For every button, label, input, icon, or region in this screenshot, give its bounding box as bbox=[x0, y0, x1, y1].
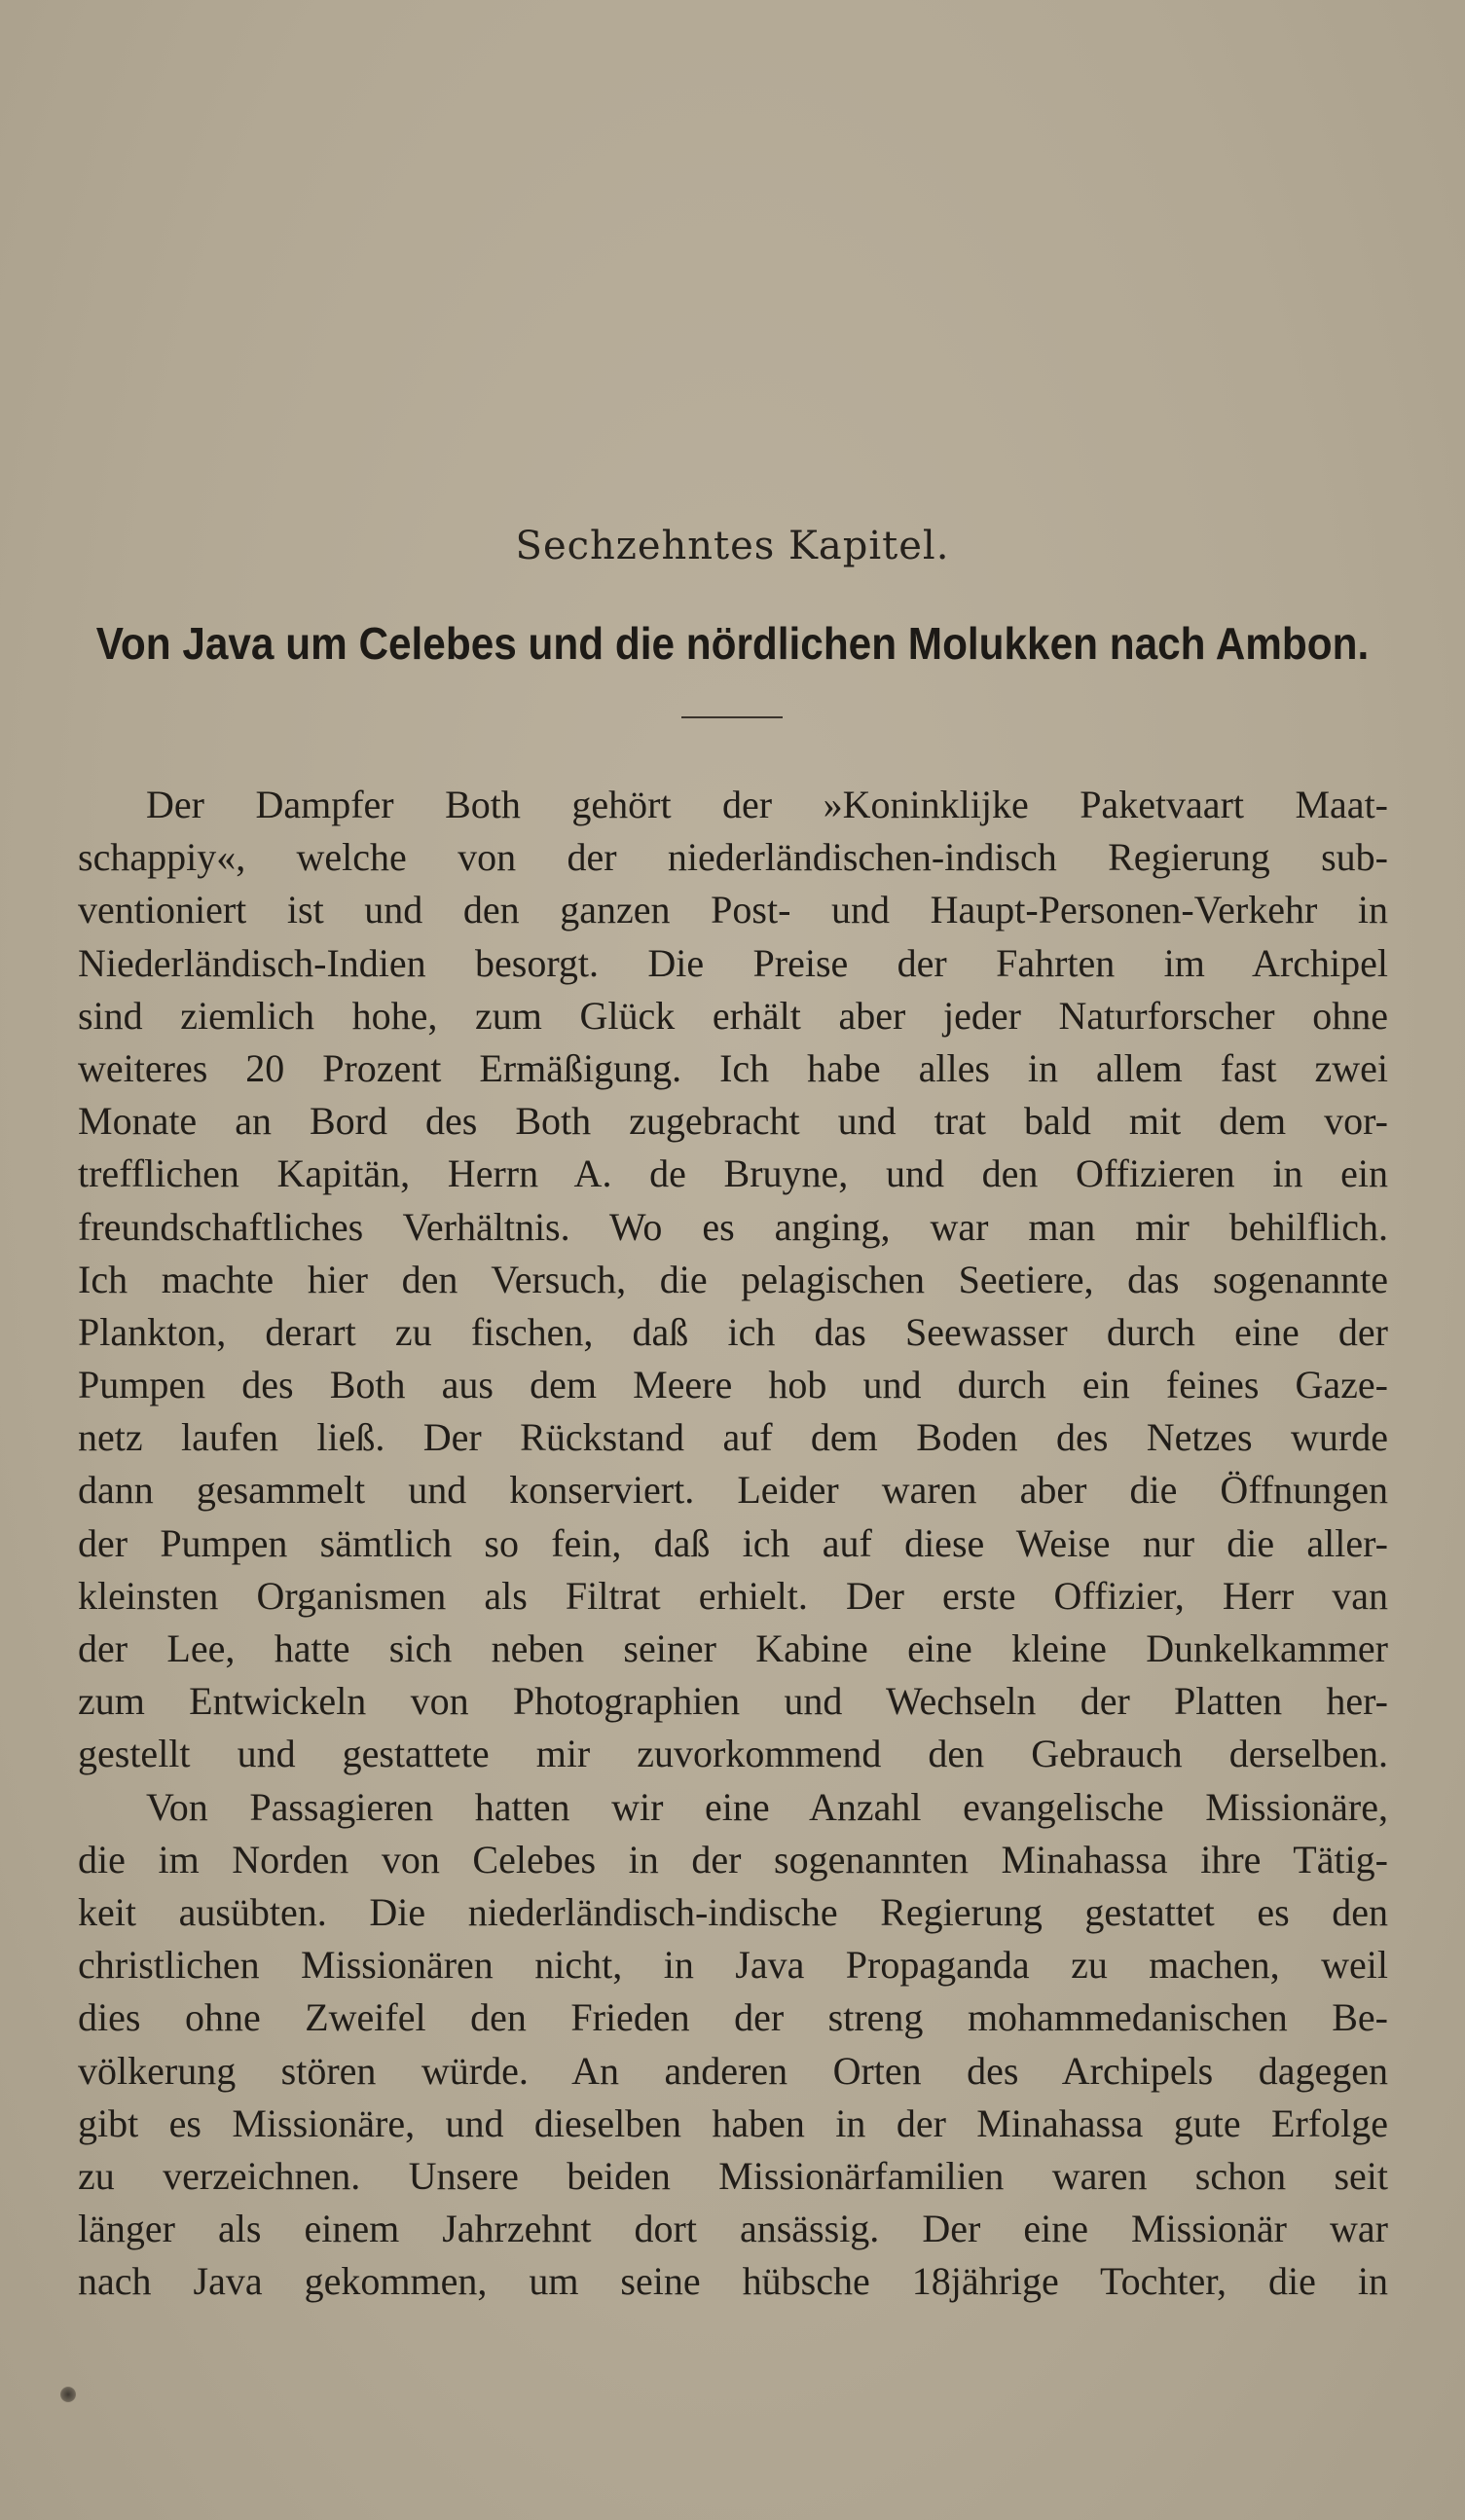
title-divider bbox=[681, 716, 783, 718]
text-line: keit ausübten. Die niederländisch-indische Regierung gestattet es den bbox=[78, 1889, 1388, 1934]
text-line: gestellt und gestattete mir zuvorkommend den Gebrauch derselben. bbox=[78, 1732, 1388, 1776]
text-line: zum Entwickeln von Photographien und Wechseln der Platten her- bbox=[78, 1679, 1388, 1724]
text-line: schappiy«, welche von der niederländischen-indisch Regierung sub- bbox=[78, 835, 1388, 880]
text-line: dies ohne Zweifel den Frieden der streng mohammedanischen Be- bbox=[78, 1995, 1388, 2040]
text-line: Niederländisch-Indien besorgt. Die Preise der Fahrten im Archipel bbox=[78, 940, 1388, 985]
text-line: sind ziemlich hohe, zum Glück erhält aber jeder Naturforscher ohne bbox=[78, 993, 1388, 1038]
text-line: gibt es Missionäre, und dieselben haben in der Minahassa gute Erfolge bbox=[78, 2100, 1388, 2145]
text-line: Der Dampfer Both gehört der »Koninklijke Paketvaart Maat- bbox=[146, 783, 1388, 826]
text-line: zu verzeichnen. Unsere beiden Missionärfamilien waren schon seit bbox=[78, 2153, 1388, 2198]
text-line: Pumpen des Both aus dem Meere hob und durch ein feines Gaze- bbox=[78, 1363, 1388, 1407]
text-line: christlichen Missionären nicht, in Java Propaganda zu machen, weil bbox=[78, 1943, 1388, 1988]
text-line: weiteres 20 Prozent Ermäßigung. Ich habe alles in allem fast zwei bbox=[78, 1045, 1388, 1090]
text-line: Plankton, derart zu fischen, daß ich das Seewasser durch eine der bbox=[78, 1309, 1388, 1354]
text-line: dann gesammelt und konserviert. Leider waren aber die Öffnungen bbox=[78, 1468, 1388, 1513]
chapter-label: Sechzehntes Kapitel. bbox=[515, 524, 950, 568]
paper-speck bbox=[60, 2387, 76, 2402]
body-text bbox=[78, 779, 1388, 2308]
text-line: kleinsten Organismen als Filtrat erhielt. Der erste Offizier, Herr van bbox=[78, 1573, 1388, 1618]
text-line: trefflichen Kapitän, Herrn A. de Bruyne, und den Offizieren in ein bbox=[78, 1151, 1388, 1196]
text-line: netz laufen ließ. Der Rückstand auf dem Boden des Netzes wurde bbox=[78, 1415, 1388, 1460]
text-line: länger als einem Jahrzehnt dort ansässig. Der eine Missionär war bbox=[78, 2207, 1388, 2251]
text-line: der Lee, hatte sich neben seiner Kabine eine kleine Dunkelkammer bbox=[78, 1626, 1388, 1670]
text-line: freundschaftliches Verhältnis. Wo es anging, war man mir behilflich. bbox=[78, 1204, 1388, 1249]
text-line: ventioniert ist und den ganzen Post- und Haupt-Personen-Verkehr in bbox=[78, 888, 1388, 932]
text-line: Monate an Bord des Both zugebracht und trat bald mit dem vor- bbox=[78, 1099, 1388, 1144]
text-line: die im Norden von Celebes in der sogenannten Minahassa ihre Tätig- bbox=[78, 1837, 1388, 1881]
text-line: Von Passagieren hatten wir eine Anzahl evangelische Missionäre, bbox=[146, 1784, 1388, 1829]
chapter-title: Von Java um Celebes und die nördlichen Molukken nach Ambon. bbox=[95, 618, 1370, 669]
text-line: nach Java gekommen, um seine hübsche 18jährige Tochter, die in bbox=[78, 2259, 1388, 2304]
text-line: der Pumpen sämtlich so fein, daß ich auf diese Weise nur die aller- bbox=[78, 1520, 1388, 1565]
text-line: völkerung stören würde. An anderen Orten des Archipels dagegen bbox=[78, 2048, 1388, 2093]
text-line: Ich machte hier den Versuch, die pelagischen Seetiere, das sogenannte bbox=[78, 1257, 1388, 1301]
